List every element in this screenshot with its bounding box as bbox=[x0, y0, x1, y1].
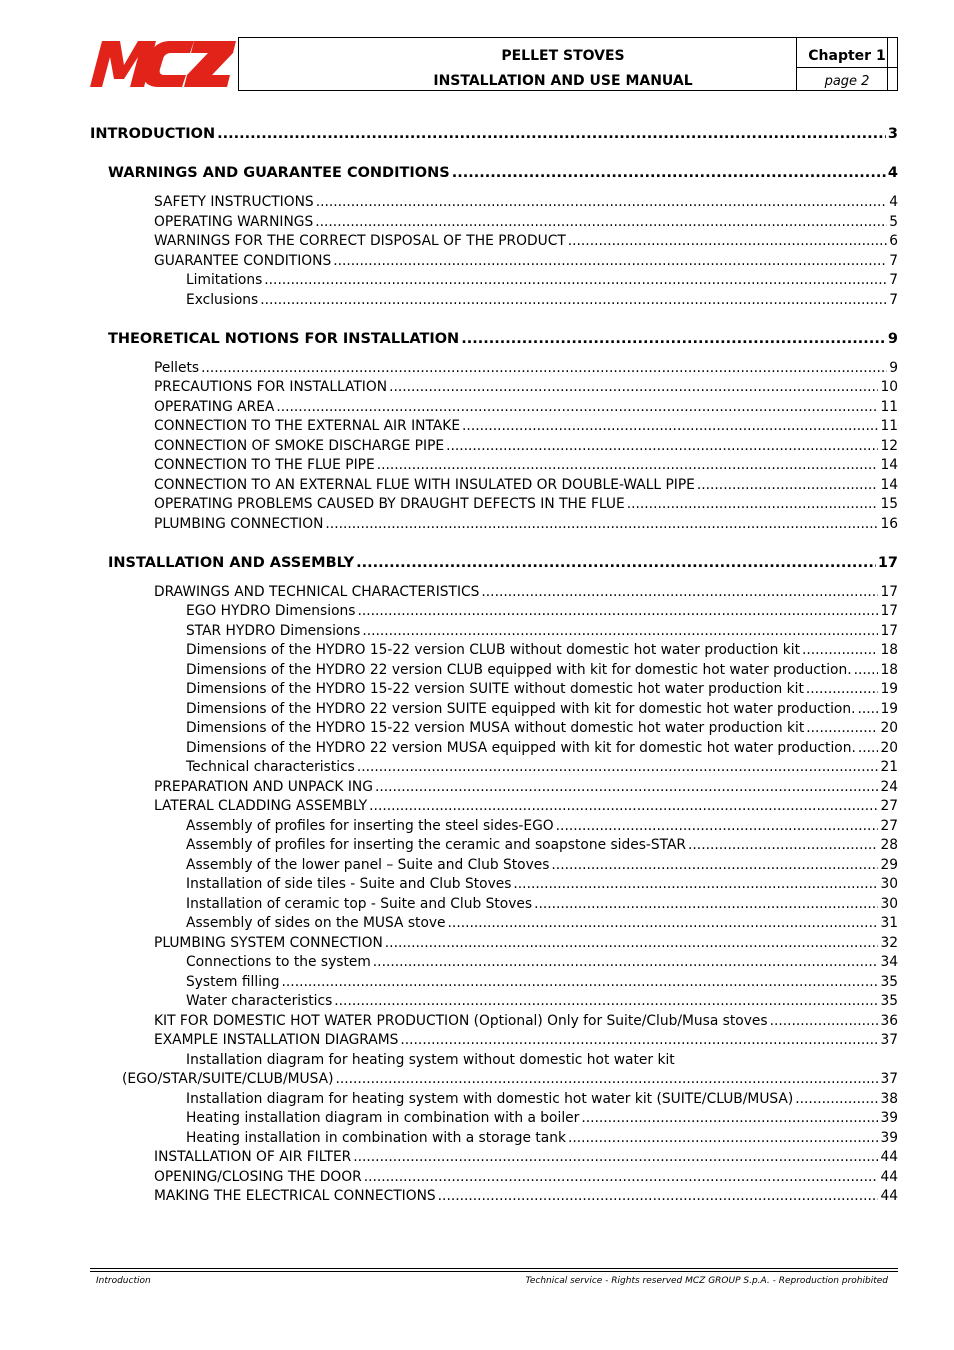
doc-subtitle: INSTALLATION AND USE MANUAL bbox=[433, 73, 693, 89]
toc-page-number: 35 bbox=[880, 973, 898, 990]
toc-leader-dots bbox=[316, 194, 888, 210]
toc-page-number: 37 bbox=[880, 1032, 898, 1048]
toc-leader-dots bbox=[534, 896, 878, 912]
toc-leader-dots bbox=[802, 642, 878, 658]
toc-entry[interactable] bbox=[108, 165, 898, 181]
toc-leader-dots bbox=[357, 603, 878, 619]
toc-page-number: 39 bbox=[880, 1110, 898, 1126]
toc-entry[interactable] bbox=[154, 1149, 898, 1165]
toc-page-number: 32 bbox=[880, 934, 898, 951]
toc-entry[interactable] bbox=[186, 857, 898, 873]
toc-entry[interactable] bbox=[154, 477, 898, 493]
toc-entry-text: Dimensions of the HYDRO 22 version MUSA equipped with kit for domestic hot water production. bbox=[186, 739, 856, 756]
toc-entry-text: INSTALLATION AND ASSEMBLY bbox=[108, 554, 355, 571]
toc-entry-text: Pellets bbox=[154, 359, 200, 376]
toc-entry-text: Assembly of the lower panel – Suite and Club Stoves bbox=[186, 856, 550, 873]
toc-entry-text: KIT FOR DOMESTIC HOT WATER PRODUCTION (Optional) Only for Suite/Club/Musa stoves bbox=[154, 1012, 768, 1029]
toc-page-number: 44 bbox=[880, 1188, 898, 1204]
toc-page-number: 44 bbox=[880, 1168, 898, 1185]
toc-leader-dots bbox=[568, 233, 887, 249]
toc-entry[interactable] bbox=[186, 1091, 898, 1107]
toc-page-number: 3 bbox=[887, 126, 898, 142]
toc-entry[interactable] bbox=[108, 331, 898, 347]
toc-page-number: 17 bbox=[880, 603, 898, 619]
toc-page-number: 24 bbox=[880, 778, 898, 795]
toc-leader-dots bbox=[282, 974, 879, 990]
toc-entry[interactable] bbox=[154, 1032, 898, 1048]
toc-entry-text: DRAWINGS AND TECHNICAL CHARACTERISTICS bbox=[154, 583, 480, 600]
toc-page-number: 17 bbox=[877, 554, 898, 571]
toc-entry-text: CONNECTION OF SMOKE DISCHARGE PIPE bbox=[154, 437, 445, 454]
toc-page-number: 18 bbox=[880, 661, 898, 678]
toc-entry[interactable] bbox=[154, 516, 898, 532]
toc-entry-text: Heating installation diagram in combination with a boiler bbox=[186, 1110, 580, 1126]
toc-leader-dots bbox=[336, 1071, 879, 1087]
toc-entry[interactable] bbox=[186, 740, 898, 756]
toc-entry-text: CONNECTION TO THE FLUE PIPE bbox=[154, 457, 375, 473]
toc-leader-dots bbox=[362, 623, 878, 639]
footer-rule-2 bbox=[90, 1271, 898, 1272]
footer-rights: Technical service - Rights reserved MCZ GROUP S.p.A. - Reproduction prohibited bbox=[525, 1276, 888, 1286]
toc-entry-text: PREPARATION AND UNPACK ING bbox=[154, 778, 373, 795]
toc-entry-text: OPERATING PROBLEMS CAUSED BY DRAUGHT DEFECTS IN THE FLUE bbox=[154, 496, 625, 512]
toc-page-number: 36 bbox=[880, 1012, 898, 1029]
toc-entry-text: INTRODUCTION bbox=[90, 126, 216, 142]
toc-entry[interactable] bbox=[154, 253, 898, 269]
toc-page-number: 34 bbox=[880, 954, 898, 970]
toc-entry-text: Limitations bbox=[186, 272, 263, 288]
page-header bbox=[90, 37, 898, 92]
toc-entry[interactable] bbox=[154, 438, 898, 454]
toc-page-number: 6 bbox=[889, 233, 898, 249]
toc-entry[interactable] bbox=[186, 720, 898, 736]
toc-leader-dots bbox=[357, 759, 879, 775]
toc-entry[interactable] bbox=[186, 292, 898, 308]
toc-leader-dots bbox=[264, 272, 887, 288]
toc-entry[interactable] bbox=[154, 1169, 898, 1185]
toc-entry[interactable] bbox=[90, 126, 898, 142]
toc-entry[interactable] bbox=[154, 457, 898, 473]
toc-entry-text: GUARANTEE CONDITIONS bbox=[154, 252, 332, 269]
toc-leader-dots bbox=[551, 857, 878, 873]
toc-page-number: 31 bbox=[880, 915, 898, 931]
toc-page-number: 28 bbox=[880, 837, 898, 853]
toc-page-number: 20 bbox=[880, 720, 898, 736]
toc-leader-dots bbox=[438, 1188, 879, 1204]
toc-page-number: 17 bbox=[880, 583, 898, 600]
toc-page-number: 4 bbox=[887, 165, 898, 181]
toc-entry[interactable] bbox=[186, 974, 898, 990]
toc-page-number: 37 bbox=[880, 1071, 898, 1087]
toc-entry-text: Dimensions of the HYDRO 22 version CLUB equipped with kit for domestic hot water production. bbox=[186, 661, 852, 678]
toc-leader-dots bbox=[201, 360, 887, 376]
toc-page-number: 30 bbox=[880, 895, 898, 912]
toc-page-number: 7 bbox=[889, 291, 898, 308]
toc-entry-text: Assembly of sides on the MUSA stove bbox=[186, 915, 446, 931]
toc-entry[interactable] bbox=[154, 379, 898, 395]
toc-entry-text: Dimensions of the HYDRO 22 version SUITE equipped with kit for domestic hot water production. bbox=[186, 700, 856, 717]
toc-entry[interactable] bbox=[186, 272, 898, 288]
toc-entry-text: MAKING THE ELECTRICAL CONNECTIONS bbox=[154, 1188, 436, 1204]
toc-page-number: 15 bbox=[880, 496, 898, 512]
mcz-logo bbox=[90, 41, 236, 87]
toc-leader-dots bbox=[385, 935, 879, 951]
toc-entry-text: EXAMPLE INSTALLATION DIAGRAMS bbox=[154, 1032, 399, 1048]
footer-section: Introduction bbox=[96, 1276, 151, 1286]
toc-leader-dots bbox=[795, 1091, 878, 1107]
toc-entry[interactable] bbox=[186, 954, 898, 970]
toc-leader-dots bbox=[452, 165, 886, 181]
toc-entry[interactable] bbox=[154, 496, 898, 512]
toc-entry[interactable] bbox=[122, 1071, 898, 1087]
page-number: page 2 bbox=[824, 74, 870, 89]
doc-title: PELLET STOVES bbox=[501, 48, 625, 64]
toc-entry-text: CONNECTION TO THE EXTERNAL AIR INTAKE bbox=[154, 418, 461, 434]
toc-entry-text: Assembly of profiles for inserting the ceramic and soapstone sides-STAR bbox=[186, 837, 687, 853]
toc-entry[interactable] bbox=[186, 837, 898, 853]
toc-page-number: 16 bbox=[880, 515, 898, 532]
toc-page-number: 18 bbox=[880, 642, 898, 658]
toc-entry[interactable] bbox=[154, 399, 898, 415]
toc-entry-text: WARNINGS FOR THE CORRECT DISPOSAL OF THE PRODUCT bbox=[154, 233, 566, 249]
toc-entry[interactable] bbox=[186, 876, 898, 892]
toc-entry-text: CONNECTION TO AN EXTERNAL FLUE WITH INSULATED OR DOUBLE-WALL PIPE bbox=[154, 476, 695, 493]
toc-entry-text: OPERATING AREA bbox=[154, 398, 275, 415]
toc-leader-dots bbox=[377, 457, 879, 473]
toc-page-number: 9 bbox=[889, 359, 898, 376]
toc-leader-dots bbox=[770, 1013, 879, 1029]
toc-entry[interactable] bbox=[154, 584, 898, 600]
toc-leader-dots bbox=[334, 993, 878, 1009]
toc-entry-text: Installation of side tiles - Suite and Club Stoves bbox=[186, 876, 512, 892]
toc-entry[interactable] bbox=[154, 418, 898, 434]
chapter-box bbox=[796, 37, 898, 91]
toc-leader-dots bbox=[568, 1130, 878, 1146]
toc-leader-dots bbox=[315, 214, 887, 230]
toc-page-number: 10 bbox=[880, 379, 898, 395]
toc-leader-dots bbox=[854, 662, 879, 678]
toc-entry[interactable] bbox=[186, 681, 898, 697]
toc-entry-text: Dimensions of the HYDRO 15-22 version MUSA without domestic hot water production kit bbox=[186, 720, 805, 736]
toc-leader-dots bbox=[333, 253, 887, 269]
toc-entry[interactable] bbox=[154, 1188, 898, 1204]
toc-entry[interactable] bbox=[154, 194, 898, 210]
toc-leader-dots bbox=[375, 779, 879, 795]
toc-leader-dots bbox=[513, 876, 878, 892]
toc-leader-dots bbox=[857, 701, 878, 717]
toc-entry[interactable] bbox=[154, 935, 898, 951]
toc-entry-text: WARNINGS AND GUARANTEE CONDITIONS bbox=[108, 165, 450, 181]
toc-entry[interactable] bbox=[186, 759, 898, 775]
toc-entry-text: PLUMBING CONNECTION bbox=[154, 515, 324, 532]
toc-leader-dots bbox=[806, 720, 878, 736]
toc-page-number: 9 bbox=[887, 330, 898, 347]
toc-page-number: 27 bbox=[880, 817, 898, 834]
toc-entry-text: System filling bbox=[186, 973, 280, 990]
toc-leader-dots bbox=[353, 1149, 878, 1165]
toc-leader-dots bbox=[858, 740, 879, 756]
toc-leader-dots bbox=[373, 954, 879, 970]
toc-leader-dots bbox=[688, 837, 878, 853]
toc-entry-text: Water characteristics bbox=[186, 993, 333, 1009]
toc-entry[interactable] bbox=[186, 1110, 898, 1126]
toc-entry-text: SAFETY INSTRUCTIONS bbox=[154, 194, 314, 210]
toc-entry-text: Exclusions bbox=[186, 291, 259, 308]
toc-entry[interactable] bbox=[186, 623, 898, 639]
footer-rule bbox=[90, 1268, 898, 1269]
toc-page-number: 12 bbox=[880, 437, 898, 454]
toc-leader-dots bbox=[697, 477, 879, 493]
toc-entry-text: Heating installation in combination with a storage tank bbox=[186, 1129, 566, 1146]
toc-entry[interactable] bbox=[186, 818, 898, 834]
toc-page-number: 20 bbox=[880, 739, 898, 756]
toc-entry[interactable] bbox=[186, 993, 898, 1009]
toc-leader-dots bbox=[627, 496, 879, 512]
toc-entry-text: PRECAUTIONS FOR INSTALLATION bbox=[154, 379, 388, 395]
toc-entry-text: Technical characteristics bbox=[186, 759, 355, 775]
toc-leader-dots bbox=[276, 399, 878, 415]
toc-leader-dots bbox=[461, 331, 886, 347]
toc-entry[interactable] bbox=[186, 603, 898, 619]
toc-entry[interactable] bbox=[154, 360, 898, 376]
toc-page-number: 44 bbox=[880, 1149, 898, 1165]
toc-leader-dots bbox=[462, 418, 878, 434]
toc-entry-text: INSTALLATION OF AIR FILTER bbox=[154, 1149, 352, 1165]
title-box bbox=[238, 37, 888, 91]
toc-page-number: 17 bbox=[880, 622, 898, 639]
toc-entry-text: STAR HYDRO Dimensions bbox=[186, 622, 361, 639]
toc-leader-dots bbox=[356, 555, 876, 571]
toc-entry-text: Installation diagram for heating system without domestic hot water kit bbox=[186, 1051, 675, 1068]
toc-page-number: 38 bbox=[880, 1090, 898, 1107]
toc-page-number: 11 bbox=[880, 398, 898, 415]
toc-leader-dots bbox=[364, 1169, 879, 1185]
toc-entry-text: Dimensions of the HYDRO 15-22 version CLUB without domestic hot water production kit bbox=[186, 642, 801, 658]
toc-leader-dots bbox=[389, 379, 878, 395]
toc-entry[interactable] bbox=[186, 701, 898, 717]
toc-entry-text: Installation of ceramic top - Suite and Club Stoves bbox=[186, 895, 533, 912]
toc-entry[interactable] bbox=[186, 662, 898, 678]
toc-page-number: 39 bbox=[880, 1129, 898, 1146]
toc-page-number: 30 bbox=[880, 876, 898, 892]
toc-entry-text: Dimensions of the HYDRO 15-22 version SUITE without domestic hot water production kit bbox=[186, 681, 804, 697]
toc-entry[interactable] bbox=[154, 1013, 898, 1029]
toc-entry[interactable] bbox=[154, 214, 898, 230]
toc-leader-dots bbox=[448, 915, 879, 931]
toc-leader-dots bbox=[806, 681, 879, 697]
toc-page-number: 21 bbox=[880, 759, 898, 775]
toc-page-number: 4 bbox=[889, 194, 898, 210]
toc-entry-text: Connections to the system bbox=[186, 954, 371, 970]
toc-leader-dots bbox=[556, 818, 879, 834]
toc-page-number: 29 bbox=[880, 856, 898, 873]
toc-entry-text: Assembly of profiles for inserting the steel sides-EGO bbox=[186, 817, 554, 834]
toc-page-number: 11 bbox=[880, 418, 898, 434]
toc-leader-dots bbox=[581, 1110, 878, 1126]
toc-entry-text: (EGO/STAR/SUITE/CLUB/MUSA) bbox=[122, 1071, 334, 1087]
toc-leader-dots bbox=[260, 292, 887, 308]
toc-page-number: 35 bbox=[880, 993, 898, 1009]
toc-entry-text: EGO HYDRO Dimensions bbox=[186, 603, 356, 619]
chapter-label: Chapter 1 bbox=[808, 48, 886, 64]
toc-page-number: 7 bbox=[889, 272, 898, 288]
toc-leader-dots bbox=[481, 584, 878, 600]
toc-entry[interactable] bbox=[186, 896, 898, 912]
toc-entry-text: OPERATING WARNINGS bbox=[154, 213, 314, 230]
toc-leader-dots bbox=[217, 126, 886, 142]
toc-leader-dots bbox=[325, 516, 878, 532]
toc-entry[interactable] bbox=[186, 642, 898, 658]
toc-entry[interactable] bbox=[154, 233, 898, 249]
toc-leader-dots bbox=[369, 798, 878, 814]
chapter-divider bbox=[797, 67, 897, 68]
toc-entry-text: PLUMBING SYSTEM CONNECTION bbox=[154, 934, 383, 951]
toc-entry[interactable] bbox=[108, 555, 898, 571]
toc-page-number: 19 bbox=[880, 700, 898, 717]
toc-entry[interactable] bbox=[154, 779, 898, 795]
toc-page-number: 7 bbox=[889, 252, 898, 269]
toc-page-number: 14 bbox=[880, 476, 898, 493]
toc-entry-text: LATERAL CLADDING ASSEMBLY bbox=[154, 798, 368, 814]
toc-leader-dots bbox=[400, 1032, 878, 1048]
toc-entry-text: THEORETICAL NOTIONS FOR INSTALLATION bbox=[108, 330, 460, 347]
toc-entry[interactable] bbox=[154, 798, 898, 814]
toc-entry-text: Installation diagram for heating system with domestic hot water kit (SUITE/CLUB/MUSA) bbox=[186, 1090, 794, 1107]
toc-page-number: 14 bbox=[880, 457, 898, 473]
toc-page-number: 27 bbox=[880, 798, 898, 814]
toc-entry[interactable] bbox=[186, 1130, 898, 1146]
toc-entry[interactable] bbox=[186, 915, 898, 931]
toc-leader-dots bbox=[446, 438, 878, 454]
toc-page-number: 19 bbox=[880, 681, 898, 697]
toc-entry-text: OPENING/CLOSING THE DOOR bbox=[154, 1168, 362, 1185]
toc-page-number: 5 bbox=[889, 213, 898, 230]
